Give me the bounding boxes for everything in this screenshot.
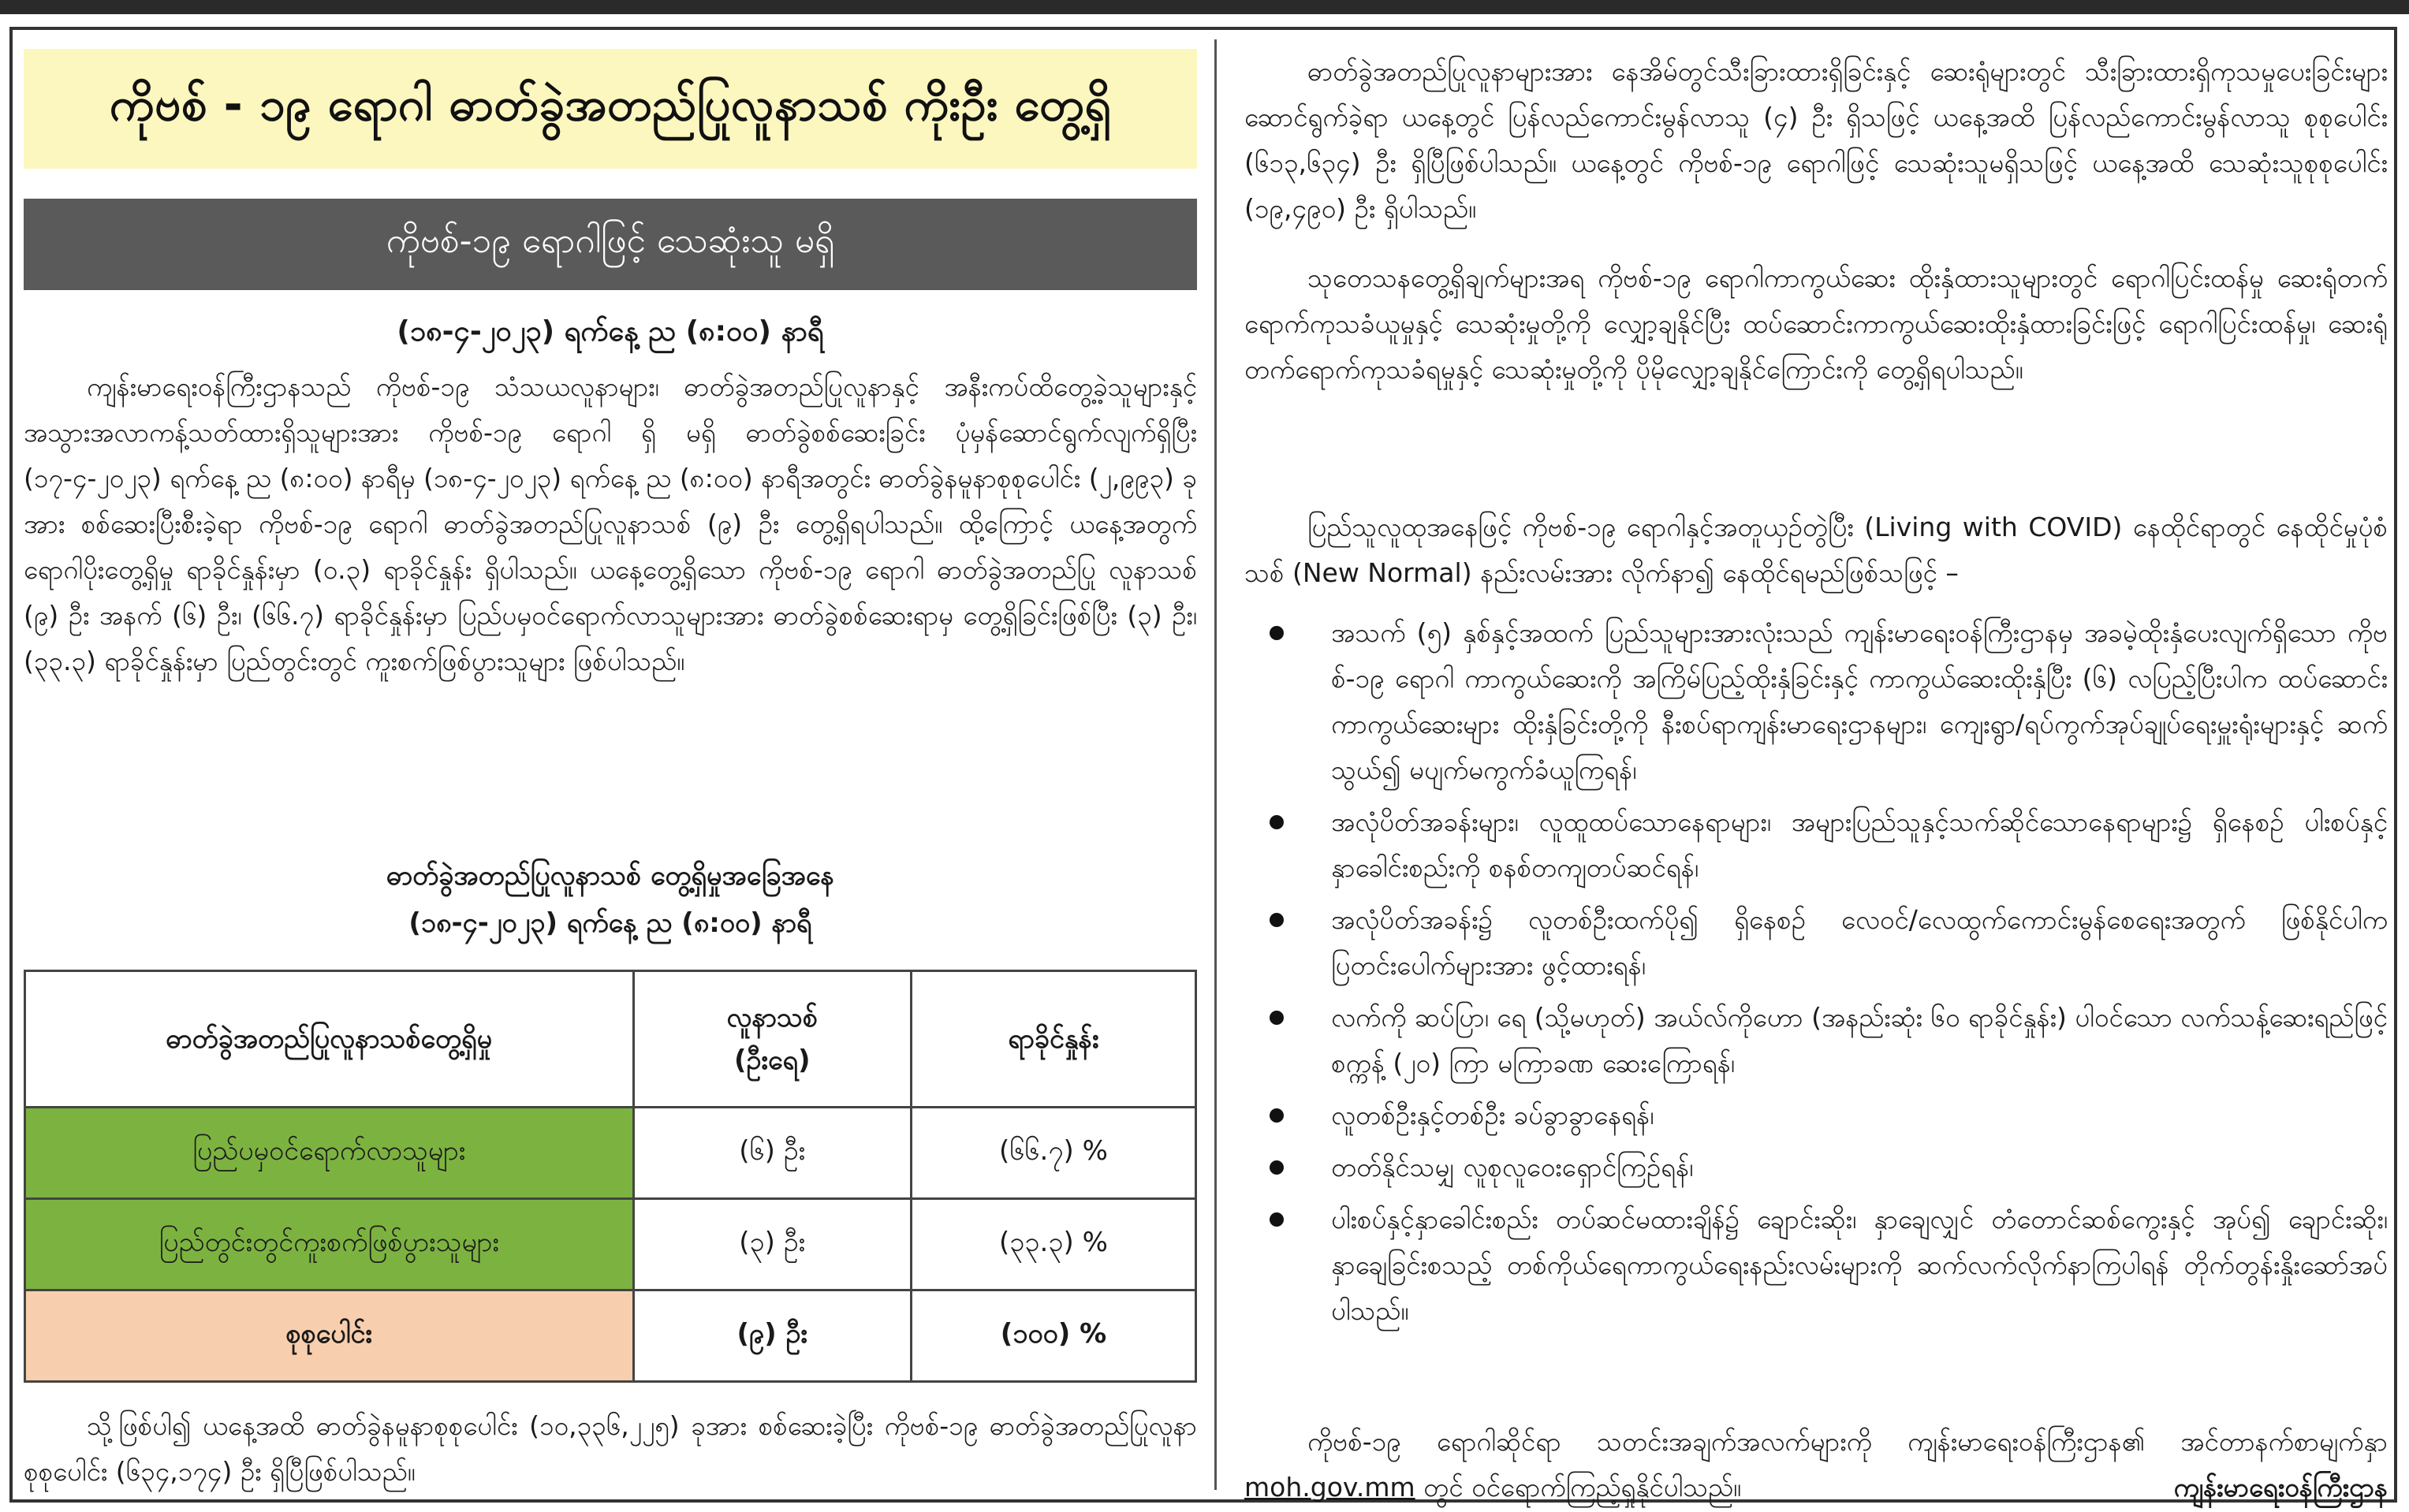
list-item-text: လူတစ်ဦးနှင့်တစ်ဦး ခပ်ခွာခွာနေရန်၊ <box>1331 1100 1654 1130</box>
table-header-category: ဓာတ်ခွဲအတည်ပြုလူနာသစ်တွေ့ရှိမှု <box>25 971 634 1108</box>
row-count-local: (၃) ဦး <box>633 1199 911 1290</box>
list-item-text: တတ်နိုင်သမျှ လူစုလူဝေးရှောင်ကြဉ်ရန်၊ <box>1331 1152 1694 1182</box>
recovery-paragraph: ဓာတ်ခွဲအတည်ပြုလူနာများအား နေအိမ်တွင်သီးခြားထားရှိခြင်းနှင့် ဆေးရုံများတွင် သီးခြားထားရှိကုသမှုပေးခြင်းများ ဆောင်ရွက်ခဲ့ရာ ယနေ့တွင် ပြန်လည်ကောင်းမွန်လာသူ (၄) ဦး ရှိသဖြင့် ယနေ့အထိ ပြန်လည်ကောင်းမွန်လာသူ စုစုပေါင်း (၆၁၃,၆၃၄) ဦး ရှိပြီဖြစ်ပါသည်။ ယနေ့တွင် ကိုဗစ်-၁၉ ရောဂါဖြင့် သေဆုံးသူမရှိသဖြင့် ယနေ့အထိ သေဆုံးသူစုစုပေါင်း (၁၉,၄၉၀) ဦး ရှိပါသည်။ <box>1244 56 2388 224</box>
section-title: ဓာတ်ခွဲအတည်ပြုလူနာသစ် တွေ့ရှိမှုအခြေအနေ <box>386 860 834 892</box>
bullet-icon <box>1270 1011 1284 1025</box>
list-item-text: အလုံပိတ်အခန်းများ၊ လူထူထပ်သောနေရာများ၊ အများပြည်သူနှင့်သက်ဆိုင်သောနေရာများ၌ ရှိနေစဉ် ပါးစပ်နှင့်နှာခေါင်းစည်းကို စနစ်တကျတပ်ဆင်ရန်၊ <box>1331 806 2388 883</box>
bullet-icon <box>1270 913 1284 927</box>
list-item <box>1244 1197 2388 1334</box>
bullet-icon <box>1270 1160 1284 1175</box>
bullet-icon <box>1270 1212 1284 1227</box>
list-item-text: လက်ကို ဆပ်ပြာ၊ ရေ (သို့မဟုတ်) အယ်လ်ကိုဟော (အနည်းဆုံး ၆၀ ရာခိုင်နှုန်း) ပါဝင်သော လက်သန့်ဆေးရည်ဖြင့် စက္ကန့် (၂၀) ကြာ မကြာခဏ ဆေးကြောရန်၊ <box>1331 1002 2388 1078</box>
subheadline-box <box>24 199 1197 290</box>
list-item <box>1244 995 2388 1086</box>
list-item-text: အလုံပိတ်အခန်း၌ လူတစ်ဦးထက်ပို၍ ရှိနေစဉ် လေဝင်/လေထွက်ကောင်းမွန်စေရေးအတွက် ဖြစ်နိုင်ပါက ပြတင်းပေါက်များအား ဖွင့်ထားရန်၊ <box>1331 904 2388 981</box>
headline: ကိုဗစ် - ၁၉ ရောဂါ ဓာတ်ခွဲအတည်ပြုလူနာသစ် ကိုးဦး တွေ့ရှိ <box>109 76 1112 131</box>
bullet-icon <box>1270 626 1284 640</box>
subheadline: ကိုဗစ်-၁၉ ရောဂါဖြင့် သေဆုံးသူ မရှိ <box>386 221 835 261</box>
list-item <box>1244 799 2388 891</box>
dateline: (၁၈-၄-၂၀၂၃) ရက်နေ့ ည (၈:၀၀) နာရီ <box>397 315 824 348</box>
intro-paragraph: ကျန်းမာရေးဝန်ကြီးဌာနသည် ကိုဗစ်-၁၉ သံသယလူနာများ၊ ဓာတ်ခွဲအတည်ပြုလူနာနှင့် အနီးကပ်ထိတွေ့ခဲ့သူများနှင့် အသွားအလာကန့်သတ်ထားရှိသူများအား ကိုဗစ်-၁၉ ရောဂါ ရှိ မရှိ ဓာတ်ခွဲစစ်ဆေးခြင်း ပုံမှန်ဆောင်ရွက်လျက်ရှိပြီး (၁၇-၄-၂၀၂၃) ရက်နေ့ ည (၈:၀၀) နာရီမှ (၁၈-၄-၂၀၂၃) ရက်နေ့ ည (၈:၀၀) နာရီအတွင်း ဓာတ်ခွဲနမူနာစုစုပေါင်း (၂,၉၉၃) ခုအား စစ်ဆေးပြီးစီးခဲ့ရာ ကိုဗစ်-၁၉ ရောဂါ ဓာတ်ခွဲအတည်ပြုလူနာသစ် (၉) ဦး တွေ့ရှိရပါသည်။ ထို့ကြောင့် ယနေ့အတွက် ရောဂါပိုးတွေ့ရှိမှု ရာခိုင်နှုန်းမှာ (၀.၃) ရာခိုင်နှုန်း ရှိပါသည်။ ယနေ့တွေ့ရှိသော ကိုဗစ်-၁၉ ရောဂါ ဓာတ်ခွဲအတည်ပြု လူနာသစ် (၉) ဦး အနက် (၆) ဦး၊ (၆၆.၇) ရာခိုင်နှုန်းမှာ ပြည်ပမှဝင်ရောက်လာသူများအား ဓာတ်ခွဲစစ်ဆေးရာမှ တွေ့ရှိခြင်းဖြစ်ပြီး (၃) ဦး၊ (၃၃.၃) ရာခိုင်နှုန်းမှာ ပြည်တွင်းတွင် ကူးစက်ဖြစ်ပွားသူများ ဖြစ်ပါသည်။ <box>24 371 1197 676</box>
website-link[interactable]: moh.gov.mm <box>1244 1472 1415 1503</box>
bullet-icon <box>1270 1108 1284 1123</box>
list-item <box>1244 1145 2388 1190</box>
table-header-count: လူနာသစ် (ဦးရေ) <box>633 971 911 1108</box>
row-percent-imported: (၆၆.၇) % <box>911 1108 1195 1199</box>
research-paragraph: သုတေသနတွေ့ရှိချက်များအရ ကိုဗစ်-၁၉ ရောဂါကာကွယ်ဆေး ထိုးနှံထားသူများတွင် ရောဂါပြင်းထန်မှု ဆေးရုံတက်ရောက်ကုသခံယူမှုနှင့် သေဆုံးမှုတို့ကို လျှော့ချနိုင်ပြီး ထပ်ဆောင်းကာကွယ်ဆေးထိုးနှံထားခြင်းဖြင့် ရောဂါပြင်းထန်မှု၊ ဆေးရုံတက်ရောက်ကုသခံရမှုနှင့် သေဆုံးမှုတို့ကို ပိုမိုလျှော့ချနိုင်ကြောင်းကို တွေ့ရှိရပါသည်။ <box>1244 263 2388 385</box>
row-count-imported: (၆) ဦး <box>633 1108 911 1199</box>
final-paragraph <box>1244 1419 2388 1510</box>
list-item-text: ပါးစပ်နှင့်နှာခေါင်းစည်း တပ်ဆင်မထားချိန်၌ ချောင်းဆိုး၊ နှာချေလျှင် တံတောင်ဆစ်ကွေးနှင့် အုပ်၍ ချောင်းဆိုး၊ နှာချေခြင်းစသည့် တစ်ကိုယ်ရေကာကွယ်ရေးနည်းလမ်းများကို ဆက်လက်လိုက်နာကြပါရန် တိုက်တွန်းနှိုးဆော်အပ်ပါသည်။ <box>1331 1204 2388 1326</box>
column-divider <box>1214 39 1217 1490</box>
living-with-covid-paragraph: ပြည်သူလူထုအနေဖြင့် ကိုဗစ်-၁၉ ရောဂါနှင့်အတူယှဉ်တွဲပြီး (Living with COVID) နေထိုင်ရာတွင် နေထိုင်မှုပုံစံသစ် (New Normal) နည်းလမ်းအား လိုက်နာ၍ နေထိုင်ရမည်ဖြစ်သဖြင့် – <box>1244 512 2388 588</box>
row-count-total: (၉) ဦး <box>633 1290 911 1382</box>
row-label-local: ပြည်တွင်းတွင်ကူးစက်ဖြစ်ပွားသူများ <box>25 1199 634 1290</box>
row-label-imported: ပြည်ပမှဝင်ရောက်လာသူများ <box>25 1108 634 1199</box>
table-row <box>25 1108 1196 1199</box>
headline-box <box>24 49 1197 169</box>
row-label-total: စုစုပေါင်း <box>25 1290 634 1382</box>
row-percent-local: (၃၃.၃) % <box>911 1199 1195 1290</box>
cases-table <box>24 970 1197 1383</box>
list-item-text: အသက် (၅) နှစ်နှင့်အထက် ပြည်သူများအားလုံးသည် ကျန်းမာရေးဝန်ကြီးဌာနမှ အခမဲ့ထိုးနှံပေးလျက်ရှိသော ကိုဗစ်-၁၉ ရောဂါ ကာကွယ်ဆေးကို အကြိမ်ပြည့်ထိုးနှံခြင်းနှင့် ကာကွယ်ဆေးထိုးနှံပြီး (၆) လပြည့်ပြီးပါက ထပ်ဆောင်းကာကွယ်ဆေးများ ထိုးနှံခြင်းတို့ကို နီးစပ်ရာကျန်းမာရေးဌာနများ၊ ကျေးရွာ/ရပ်ကွက်အုပ်ချုပ်ရေးမှူးရုံးများနှင့် ဆက်သွယ်၍ မပျက်မကွက်ခံယူကြရန်၊ <box>1331 617 2388 785</box>
table-row <box>25 1290 1196 1382</box>
ministry-signature: ကျန်းမာရေးဝန်ကြီးဌာန <box>2173 1472 2388 1503</box>
guidelines-list <box>1244 610 2388 1340</box>
final-paragraph-prefix: ကိုဗစ်-၁၉ ရောဂါဆိုင်ရာ သတင်းအချက်အလက်များကို ကျန်းမာရေးဝန်ကြီးဌာန၏ အင်တာနက်စာမျက်နှာ <box>1307 1426 2388 1457</box>
list-item <box>1244 610 2388 793</box>
list-item <box>1244 1093 2388 1138</box>
table-row <box>25 1199 1196 1290</box>
top-rule <box>0 0 2409 14</box>
list-item <box>1244 897 2388 989</box>
bullet-icon <box>1270 815 1284 829</box>
section-date: (၁၈-၄-၂၀၂၃) ရက်နေ့ ည (၈:၀၀) နာရီ <box>408 907 812 939</box>
row-percent-total: (၁၀၀) % <box>911 1290 1195 1382</box>
table-header-row <box>25 971 1196 1108</box>
table-header-percent: ရာခိုင်နှုန်း <box>911 971 1195 1108</box>
final-paragraph-suffix: တွင် ဝင်ရောက်ကြည့်ရှုနိုင်ပါသည်။ <box>1423 1472 1741 1503</box>
cumulative-paragraph: သို့ဖြစ်ပါ၍ ယနေ့အထိ ဓာတ်ခွဲနမူနာစုစုပေါင်း (၁၀,၃၃၆,၂၂၅) ခုအား စစ်ဆေးခဲ့ပြီး ကိုဗစ်-၁၉ ဓာတ်ခွဲအတည်ပြုလူနာ စုစုပေါင်း (၆၃၄,၁၇၄) ဦး ရှိပြီဖြစ်ပါသည်။ <box>24 1410 1197 1487</box>
